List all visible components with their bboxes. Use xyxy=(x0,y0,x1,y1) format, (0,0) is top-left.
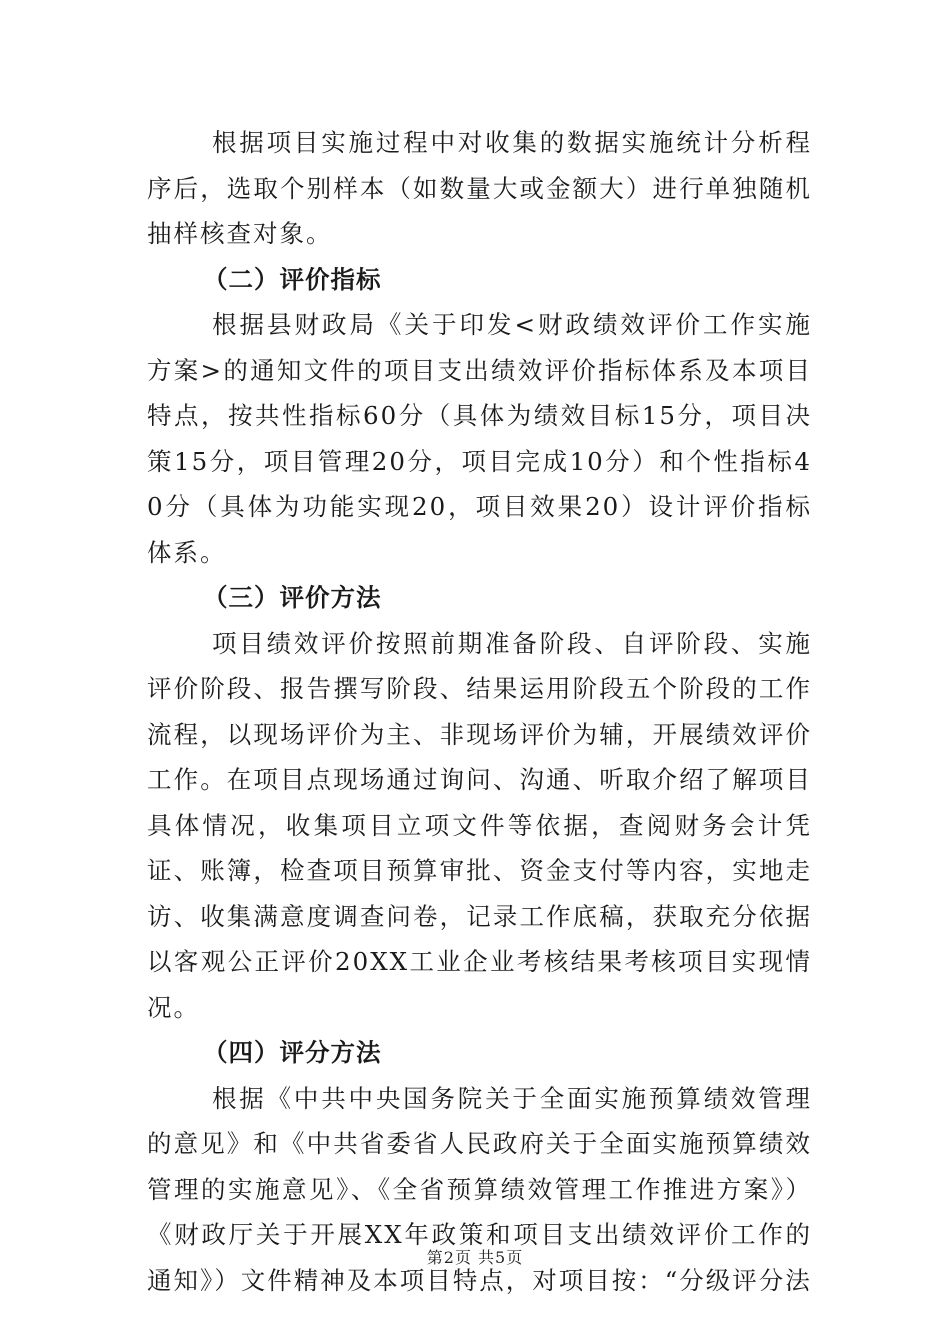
paragraph-sampling: 根据项目实施过程中对收集的数据实施统计分析程序后，选取个别样本（如数量大或金额大）进行单独随机抽样核查对象。 xyxy=(147,128,812,248)
paragraph-scoring: 根据《中共中央国务院关于全面实施预算绩效管理的意见》和《中共省委省人民政府关于全面实施预算绩效管理的实施意见》、《全省预算绩效管理工作推进方案》）《财政厅关于开展XX年政策和项目支出绩效评价工作的通知》）文件精神及本项目特点，对项目按：“分级评分法 xyxy=(147,1083,812,1295)
heading-scoring-methods: （四）评分方法 xyxy=(203,1038,382,1067)
paragraph-indicators: 根据县财政局《关于印发<财政绩效评价工作实施方案>的通知文件的项目支出绩效评价指标体系及本项目特点，按共性指标60分（具体为绩效目标15分，项目决策15分，项目管理20分，项目完成10分）和个性指标40分（具体为功能实现20，项目效果20）设计评价指标体系。 xyxy=(147,310,812,567)
heading-evaluation-methods: （三）评价方法 xyxy=(203,583,382,612)
heading-evaluation-indicators: （二）评价指标 xyxy=(203,264,382,294)
page-number-footer: 第2页 共5页 xyxy=(426,1248,524,1267)
document-body xyxy=(147,120,812,1303)
paragraph-methods: 项目绩效评价按照前期准备阶段、自评阶段、实施评价阶段、报告撰写阶段、结果运用阶段五个阶段的工作流程，以现场评价为主、非现场评价为辅，开展绩效评价工作。在项目点现场通过询问、沟通、听取介绍了解项目具体情况，收集项目立项文件等依据，查阅财务会计凭证、账簿，检查项目预算审批、资金支付等内容，实地走访、收集满意度调查问卷，记录工作底稿，获取充分依据以客观公正评价20XX工业企业考核结果考核项目实现情况。 xyxy=(147,628,812,1022)
